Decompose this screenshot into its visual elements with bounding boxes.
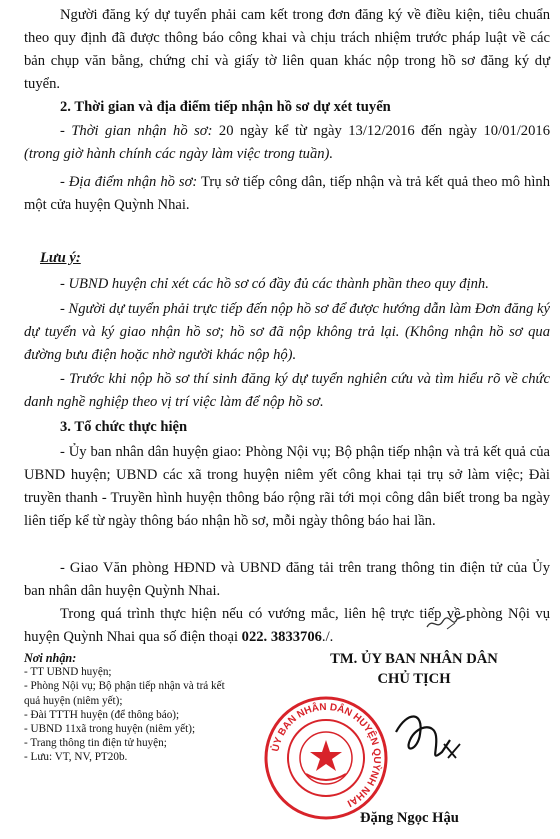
note-item-2: - Người dự tuyển phải trực tiếp đến nộp hồ sơ để được hướng dẫn làm Đơn đăng ký dự tuyển và ký giao nhận hồ sơ; hồ sơ đã nộp không trả lại. (Không nhận hồ sơ qua đường bưu điện hoặc nhờ người khác nộp hộ). <box>24 301 550 363</box>
intro-paragraph: Người đăng ký dự tuyển phải cam kết trong đơn đăng ký về điều kiện, tiêu chuẩn theo quy định đã được thông báo công khai và chịu trách nhiệm trước pháp luật về các bản chụp văn bằng, chứng chỉ và giấy tờ liên quan khác nộp trong hồ sơ đăng ký dự tuyển. <box>24 7 550 92</box>
receipt-time-value: 20 ngày kể từ ngày 13/12/2016 đến ngày 10/01/2016 <box>212 123 550 139</box>
receipt-place-value: Trụ sở tiếp công dân, tiếp nhận và trả kết quả theo mô hình một cửa huyện Quỳnh Nhai. <box>24 174 550 213</box>
receipt-time-label: - Thời gian nhận hồ sơ: <box>60 123 213 139</box>
note-item-1: - UBND huyện chỉ xét các hồ sơ có đầy đủ các thành phần theo quy định. <box>60 276 489 292</box>
official-seal-icon <box>262 694 390 822</box>
section-3-heading: 3. Tổ chức thực hiện <box>60 419 188 435</box>
contact-paragraph <box>24 603 550 649</box>
note-label: Lưu ý: <box>40 250 81 266</box>
recipient-item: - TT UBND huyện; <box>24 666 112 679</box>
signer-name: Đặng Ngọc Hậu <box>360 810 459 826</box>
note-item-3: - Trước khi nộp hồ sơ thí sinh đăng ký dự tuyển nghiên cứu và tìm hiểu rõ về chức danh nghề nghiệp theo vị trí việc làm để nộp hồ sơ. <box>24 371 550 410</box>
seal-text: ỦY BAN NHÂN DÂN HUYỆN QUỲNH NHAI <box>270 701 383 809</box>
receipt-time-note: (trong giờ hành chính các ngày làm việc trong tuần). <box>24 146 334 162</box>
receipt-place-label: - Địa điểm nhận hồ sơ: <box>60 174 198 190</box>
signature-block <box>276 649 552 689</box>
contact-phone: 022. 3833706 <box>241 629 322 645</box>
recipient-item: - Trang thông tin điện tử huyện; <box>24 737 167 750</box>
section-3-paragraph-2: - Giao Văn phòng HĐND và UBND đăng tải trên trang thông tin điện tử của Ủy ban nhân dân huyện Quỳnh Nhai. <box>24 560 550 599</box>
signature-role: CHỦ TỊCH <box>377 671 451 687</box>
receipt-place-paragraph <box>24 171 550 217</box>
handwritten-signature <box>390 700 470 780</box>
section-2-heading: 2. Thời gian và địa điểm tiếp nhận hồ sơ dự xét tuyển <box>60 99 391 115</box>
receipt-time-paragraph <box>24 120 550 166</box>
recipients-title: Nơi nhận: <box>24 651 77 665</box>
recipient-item: - UBND 11xã trong huyện (niêm yết); <box>24 723 196 736</box>
section-3-paragraph-1: - Ủy ban nhân dân huyện giao: Phòng Nội vụ; Bộ phận tiếp nhận và trả kết quả của UBND huyện; UBND các xã trong huyện niêm yết công khai tại trụ sở làm việc; Đài truyền thanh - Truyền hình huyện thông báo rộng rãi tới mọi công dân biết trong ba ngày liên tiếp kể từ ngày thông báo nhận hồ sơ, mỗi ngày thông báo hai lần. <box>24 444 550 529</box>
contact-end: ./. <box>321 629 334 645</box>
handwritten-initial-mark <box>425 613 469 633</box>
recipient-item: - Đài TTTH huyện (để thông báo); <box>24 708 180 721</box>
recipients-block <box>24 651 284 765</box>
recipient-item: - Lưu: VT, NV, PT20b. <box>24 751 128 764</box>
signature-organization: TM. ỦY BAN NHÂN DÂN <box>330 651 498 667</box>
contact-text: Trong quá trình thực hiện nếu có vướng mắc, liên hệ trực tiếp về phòng Nội vụ huyện Quỳnh Nhai qua số điện thoại <box>24 606 550 645</box>
recipient-item: - Phòng Nội vụ; Bộ phận tiếp nhận và trả kết <box>24 680 225 693</box>
recipient-item: quả huyện (niêm yết); <box>24 694 123 707</box>
